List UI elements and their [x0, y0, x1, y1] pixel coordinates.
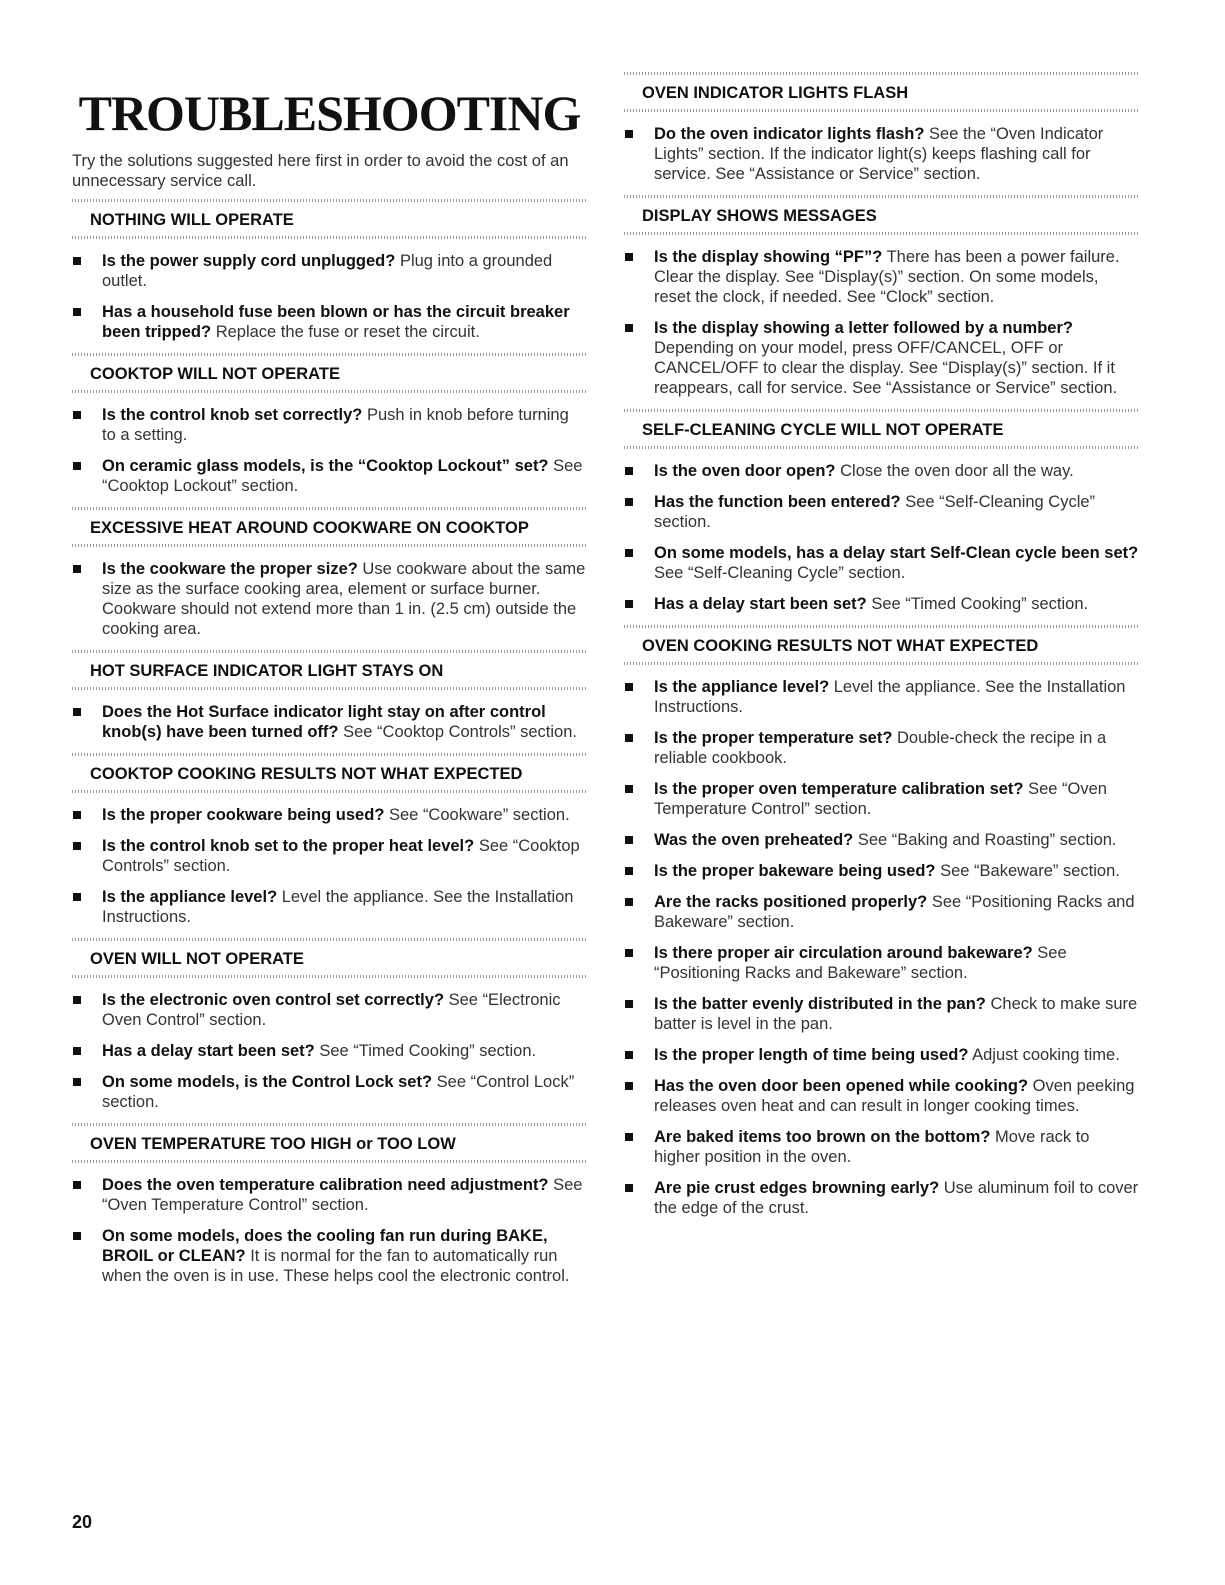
- item-answer: Use cookware about the same size as the surface cooking area, element or surface burner. Cookware should not extend more than 1 in. (2.5 cm) outside the cooking area.: [102, 560, 586, 638]
- item-answer: Plug into a grounded outlet.: [102, 252, 553, 290]
- item-question: Is the proper oven temperature calibration set?: [654, 780, 1024, 798]
- troubleshooting-item: [72, 1226, 587, 1286]
- troubleshooting-item: [72, 559, 587, 639]
- item-question: On some models, has a delay start Self-Clean cycle been set?: [654, 544, 1139, 562]
- item-question: Is the proper cookware being used?: [102, 806, 385, 824]
- item-question: Is the appliance level?: [654, 678, 830, 696]
- square-bullet-icon: [73, 811, 81, 819]
- item-answer: See “Timed Cooking” section.: [871, 595, 1089, 613]
- item-answer: See “Self-Cleaning Cycle” section.: [654, 564, 906, 582]
- item-question: Has a delay start been set?: [102, 1042, 315, 1060]
- troubleshooting-item: [72, 302, 587, 342]
- square-bullet-icon: [625, 498, 633, 506]
- troubleshooting-section: [624, 409, 1139, 614]
- troubleshooting-item: [624, 994, 1139, 1034]
- troubleshooting-item: [72, 702, 587, 742]
- section-heading: EXCESSIVE HEAT AROUND COOKWARE ON COOKTOP: [72, 507, 587, 547]
- square-bullet-icon: [625, 549, 633, 557]
- square-bullet-icon: [625, 1082, 633, 1090]
- item-answer: Adjust cooking time.: [972, 1046, 1120, 1064]
- square-bullet-icon: [73, 462, 81, 470]
- section-heading: HOT SURFACE INDICATOR LIGHT STAYS ON: [72, 650, 587, 690]
- troubleshooting-section: [72, 353, 587, 496]
- troubleshooting-section: [72, 938, 587, 1112]
- troubleshooting-item: [72, 1041, 587, 1061]
- item-question: Is the oven door open?: [654, 462, 836, 480]
- section-heading: COOKTOP COOKING RESULTS NOT WHAT EXPECTED: [72, 753, 587, 793]
- item-question: Are pie crust edges browning early?: [654, 1179, 940, 1197]
- section-heading: OVEN INDICATOR LIGHTS FLASH: [624, 72, 1139, 112]
- item-question: Does the Hot Surface indicator light stay on after control knob(s) have been turned off?: [102, 703, 546, 741]
- troubleshooting-item: [624, 543, 1139, 583]
- square-bullet-icon: [73, 411, 81, 419]
- troubleshooting-item: [624, 943, 1139, 983]
- troubleshooting-item: [72, 456, 587, 496]
- square-bullet-icon: [625, 898, 633, 906]
- troubleshooting-item: [72, 887, 587, 927]
- item-answer: See “Cooktop Controls” section.: [102, 837, 580, 875]
- troubleshooting-item: [72, 836, 587, 876]
- troubleshooting-item: [624, 728, 1139, 768]
- item-question: Is the electronic oven control set correctly?: [102, 991, 445, 1009]
- troubleshooting-item: [624, 861, 1139, 881]
- troubleshooting-item: [624, 318, 1139, 398]
- item-answer: See “Cooktop Controls” section.: [343, 723, 577, 741]
- square-bullet-icon: [625, 1051, 633, 1059]
- item-question: On some models, is the Control Lock set?: [102, 1073, 433, 1091]
- item-answer: See “Timed Cooking” section.: [319, 1042, 537, 1060]
- troubleshooting-section: [624, 195, 1139, 398]
- square-bullet-icon: [73, 1078, 81, 1086]
- page-title: TROUBLESHOOTING: [78, 85, 581, 141]
- troubleshooting-item: [624, 1127, 1139, 1167]
- square-bullet-icon: [625, 785, 633, 793]
- square-bullet-icon: [625, 600, 633, 608]
- troubleshooting-item: [624, 247, 1139, 307]
- item-answer: See “Positioning Racks and Bakeware” section.: [654, 893, 1135, 931]
- section-heading: COOKTOP WILL NOT OPERATE: [72, 353, 587, 393]
- troubleshooting-section: [72, 1123, 587, 1286]
- square-bullet-icon: [625, 734, 633, 742]
- square-bullet-icon: [625, 836, 633, 844]
- square-bullet-icon: [73, 996, 81, 1004]
- item-answer: Level the appliance. See the Installation Instructions.: [102, 888, 574, 926]
- troubleshooting-item: [624, 124, 1139, 184]
- troubleshooting-section: [72, 199, 587, 342]
- intro-text: Try the solutions suggested here first in order to avoid the cost of an unnecessary service call.: [72, 152, 569, 190]
- item-question: Has the oven door been opened while cooking?: [654, 1077, 1029, 1095]
- square-bullet-icon: [73, 893, 81, 901]
- troubleshooting-item: [72, 405, 587, 445]
- item-answer: See the “Oven Indicator Lights” section. If the indicator light(s) keeps flashing call for service. See “Assistance or Service” section.: [654, 125, 1104, 183]
- troubleshooting-item: [624, 830, 1139, 850]
- troubleshooting-section: [72, 650, 587, 742]
- square-bullet-icon: [625, 867, 633, 875]
- square-bullet-icon: [625, 683, 633, 691]
- troubleshooting-item: [624, 1178, 1139, 1218]
- item-answer: Level the appliance. See the Installation Instructions.: [654, 678, 1126, 716]
- item-answer: Double-check the recipe in a reliable cookbook.: [654, 729, 1107, 767]
- square-bullet-icon: [625, 1000, 633, 1008]
- item-question: On some models, does the cooling fan run during BAKE, BROIL or CLEAN?: [102, 1227, 548, 1265]
- troubleshooting-item: [624, 677, 1139, 717]
- square-bullet-icon: [73, 842, 81, 850]
- left-sections: [72, 199, 587, 1286]
- item-answer: See “Oven Temperature Control” section.: [102, 1176, 583, 1214]
- troubleshooting-item: [72, 990, 587, 1030]
- item-question: Has the function been entered?: [654, 493, 901, 511]
- square-bullet-icon: [73, 1181, 81, 1189]
- troubleshooting-item: [624, 1045, 1139, 1065]
- item-answer: Push in knob before turning to a setting.: [102, 406, 569, 444]
- item-question: Is the power supply cord unplugged?: [102, 252, 396, 270]
- item-question: Has a delay start been set?: [654, 595, 867, 613]
- square-bullet-icon: [625, 1184, 633, 1192]
- right-sections: [624, 72, 1139, 1218]
- troubleshooting-item: [624, 492, 1139, 532]
- troubleshooting-item: [72, 1175, 587, 1215]
- square-bullet-icon: [73, 1047, 81, 1055]
- item-question: Is the proper temperature set?: [654, 729, 893, 747]
- item-answer: See “Self-Cleaning Cycle” section.: [654, 493, 1096, 531]
- left-column: [72, 72, 587, 1297]
- section-heading: DISPLAY SHOWS MESSAGES: [624, 195, 1139, 235]
- square-bullet-icon: [73, 257, 81, 265]
- item-answer: See “Oven Temperature Control” section.: [654, 780, 1107, 818]
- square-bullet-icon: [625, 467, 633, 475]
- troubleshooting-section: [72, 507, 587, 639]
- square-bullet-icon: [73, 308, 81, 316]
- item-question: On ceramic glass models, is the “Cooktop Lockout” set?: [102, 457, 549, 475]
- item-question: Are baked items too brown on the bottom?: [654, 1128, 991, 1146]
- section-heading: SELF-CLEANING CYCLE WILL NOT OPERATE: [624, 409, 1139, 449]
- item-answer: Use aluminum foil to cover the edge of the crust.: [654, 1179, 1139, 1217]
- item-answer: Close the oven door all the way.: [840, 462, 1074, 480]
- section-heading: OVEN COOKING RESULTS NOT WHAT EXPECTED: [624, 625, 1139, 665]
- item-answer: Depending on your model, press OFF/CANCEL, OFF or CANCEL/OFF to clear the display. See “Display(s)” section. If it reappears, call for service. See “Assistance or Service” section.: [654, 339, 1118, 397]
- item-answer: There has been a power failure. Clear the display. See “Display(s)” section. On some models, reset the clock, if needed. See “Clock” section.: [654, 248, 1120, 306]
- troubleshooting-item: [624, 1076, 1139, 1116]
- item-question: Is the proper bakeware being used?: [654, 862, 936, 880]
- item-question: Are the racks positioned properly?: [654, 893, 928, 911]
- page-number: 20: [72, 1512, 93, 1532]
- item-question: Has a household fuse been blown or has the circuit breaker been tripped?: [102, 303, 570, 341]
- troubleshooting-item: [72, 805, 587, 825]
- item-answer: Replace the fuse or reset the circuit.: [215, 323, 480, 341]
- square-bullet-icon: [625, 324, 633, 332]
- item-question: Is the cookware the proper size?: [102, 560, 358, 578]
- item-answer: It is normal for the fan to automatically run when the oven is in use. These helps cool the electronic control.: [102, 1247, 570, 1285]
- item-question: Is the batter evenly distributed in the pan?: [654, 995, 986, 1013]
- item-answer: See “Positioning Racks and Bakeware” section.: [654, 944, 1067, 982]
- section-heading: NOTHING WILL OPERATE: [72, 199, 587, 239]
- item-question: Is the proper length of time being used?: [654, 1046, 969, 1064]
- item-answer: See “Cooktop Lockout” section.: [102, 457, 583, 495]
- item-question: Is there proper air circulation around bakeware?: [654, 944, 1033, 962]
- item-answer: See “Control Lock” section.: [102, 1073, 575, 1111]
- item-answer: See “Baking and Roasting” section.: [857, 831, 1117, 849]
- troubleshooting-item: [624, 594, 1139, 614]
- item-answer: See “Cookware” section.: [389, 806, 570, 824]
- item-answer: Oven peeking releases oven heat and can result in longer cooking times.: [654, 1077, 1135, 1115]
- square-bullet-icon: [625, 130, 633, 138]
- item-question: Was the oven preheated?: [654, 831, 854, 849]
- troubleshooting-section: [72, 753, 587, 927]
- square-bullet-icon: [73, 565, 81, 573]
- troubleshooting-item: [624, 779, 1139, 819]
- item-question: Is the display showing a letter followed by a number?: [654, 319, 1073, 337]
- square-bullet-icon: [625, 949, 633, 957]
- item-question: Is the control knob set correctly?: [102, 406, 363, 424]
- section-heading: OVEN WILL NOT OPERATE: [72, 938, 587, 978]
- square-bullet-icon: [625, 253, 633, 261]
- item-answer: Move rack to higher position in the oven.: [654, 1128, 1090, 1166]
- section-heading: OVEN TEMPERATURE TOO HIGH or TOO LOW: [72, 1123, 587, 1163]
- item-question: Does the oven temperature calibration need adjustment?: [102, 1176, 549, 1194]
- item-question: Is the display showing “PF”?: [654, 248, 883, 266]
- troubleshooting-item: [72, 1072, 587, 1112]
- item-answer: Check to make sure batter is level in the pan.: [654, 995, 1138, 1033]
- item-answer: See “Electronic Oven Control” section.: [102, 991, 561, 1029]
- troubleshooting-item: [624, 892, 1139, 932]
- square-bullet-icon: [625, 1133, 633, 1141]
- troubleshooting-item: [624, 461, 1139, 481]
- troubleshooting-item: [72, 251, 587, 291]
- item-question: Is the appliance level?: [102, 888, 278, 906]
- item-question: Do the oven indicator lights flash?: [654, 125, 925, 143]
- troubleshooting-section: [624, 72, 1139, 184]
- troubleshooting-section: [624, 625, 1139, 1218]
- square-bullet-icon: [73, 708, 81, 716]
- item-answer: See “Bakeware” section.: [940, 862, 1120, 880]
- item-question: Is the control knob set to the proper heat level?: [102, 837, 475, 855]
- square-bullet-icon: [73, 1232, 81, 1240]
- right-column: [624, 72, 1139, 1229]
